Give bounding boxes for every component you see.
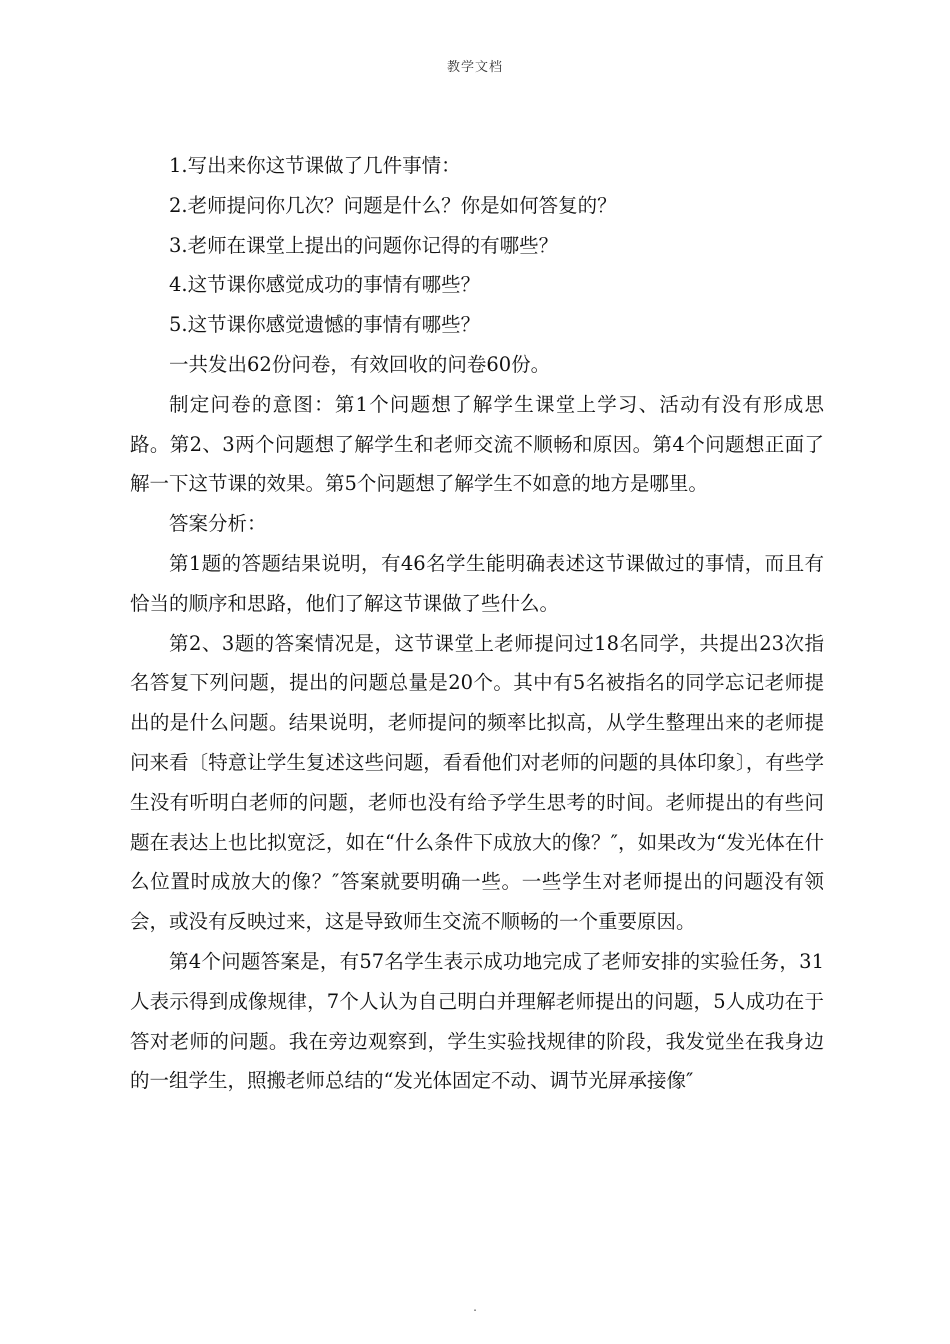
page-footer-mark: . bbox=[473, 1300, 477, 1314]
paragraph: 4.这节课你感觉成功的事情有哪些？ bbox=[169, 273, 481, 297]
paragraph: 5.这节课你感觉遗憾的事情有哪些？ bbox=[169, 313, 481, 337]
paragraph: 一共发出62份问卷，有效回收的问卷60份。 bbox=[169, 352, 551, 376]
paragraph: 第4个问题答案是，有57名学生表示成功地完成了老师安排的实验任务，31人表示得到成像规律，7个人认为自己明白并理解老师提出的问题，5人成功在于答对老师的问题。我在旁边观察到，学生实验找规律的阶段，我发觉坐在我身边的一组学生，照搬老师总结的“发光体固定不动、调节光屏承接像″ bbox=[130, 949, 824, 1093]
paragraph: 3.老师在课堂上提出的问题你记得的有哪些？ bbox=[169, 233, 559, 257]
paragraph: 制定问卷的意图：第1个问题想了解学生课堂上学习、活动有没有形成思路。第2、3两个问题想了解学生和老师交流不顺畅和原因。第4个问题想正面了解一下这节课的效果。第5个问题想了解学生不如意的地方是哪里。 bbox=[130, 392, 824, 496]
page-header: 教学文档 bbox=[446, 60, 503, 75]
paragraph: 2.老师提问你几次？问题是什么？你是如何答复的？ bbox=[169, 193, 617, 217]
paragraph: 答案分析： bbox=[169, 512, 267, 536]
paragraph: 第2、3题的答案情况是，这节课堂上老师提问过18名同学，共提出23次指名答复下列问题，提出的问题总量是20个。其中有5名被指名的同学忘记老师提出的是什么问题。结果说明，老师提问的频率比拟高，从学生整理出来的老师提问来看〔特意让学生复述这些问题，看看他们对老师的问题的具体印象〕，有些学生没有听明白老师的问题，老师也没有给予学生思考的时间。老师提出的有些问题在表达上也比拟宽泛，如在“什么条件下成放大的像？″，如果改为“发光体在什么位置时成放大的像？″答案就要明确一些。一些学生对老师提出的问题没有领会，或没有反映过来，这是导致师生交流不顺畅的一个重要原因。 bbox=[130, 631, 824, 934]
paragraph: 第1题的答题结果说明，有46名学生能明确表述这节课做过的事情，而且有恰当的顺序和思路，他们了解这节课做了些什么。 bbox=[130, 551, 824, 615]
paragraph: 1.写出来你这节课做了几件事情： bbox=[169, 154, 461, 177]
document-body bbox=[130, 146, 824, 1101]
